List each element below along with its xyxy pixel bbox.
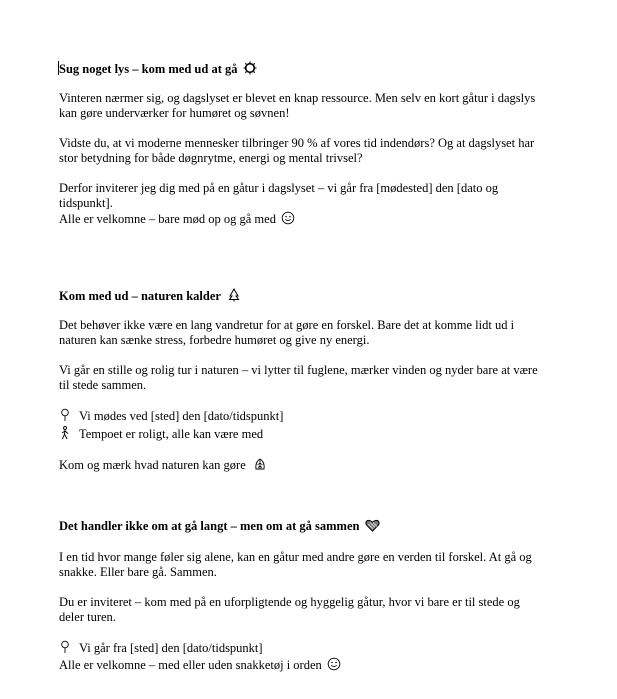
section-3-closing-text: Alle er velkomne – med eller uden snakketøj i orden bbox=[59, 658, 322, 672]
section-1-paragraph-1: Vinteren nærmer sig, og dagslyset er blevet en knap ressource. Men selv en kort gåtur i dagslys kan gøre underværker for humøret og søvnen! bbox=[59, 91, 536, 120]
section-3-heading-text: Det handler ikke om at gå langt – men om at gå sammen bbox=[59, 519, 360, 533]
section-2-bullet-2 bbox=[59, 426, 559, 444]
section-2-paragraph-1: Det behøver ikke være en lang vandretur for at gøre en forskel. Bare det at komme lidt ud i naturen kan sænke stress, forbedre humøret og give ny energi. bbox=[59, 318, 515, 347]
section-3-closing bbox=[59, 657, 559, 675]
section-2-closing bbox=[59, 457, 559, 475]
section-2-bullet-1 bbox=[59, 408, 559, 426]
section-1-heading-text: Sug noget lys – kom med ud at gå bbox=[59, 62, 238, 76]
section-1-paragraph-3: Derfor inviterer jeg dig med på en gåtur i dagslyset – vi går fra [mødested] den [dato og tidspunkt]. bbox=[59, 181, 499, 210]
smiley-icon bbox=[327, 657, 341, 675]
location-pin-icon bbox=[59, 408, 73, 426]
heart-icon bbox=[365, 519, 380, 536]
section-2-heading bbox=[59, 288, 559, 306]
location-pin-icon bbox=[59, 640, 73, 658]
section-3-bullet-1 bbox=[59, 640, 559, 658]
section-1-closing-text: Alle er velkomne – bare mød op og gå med bbox=[59, 212, 276, 226]
tree-icon bbox=[228, 288, 240, 306]
walking-person-icon bbox=[59, 426, 73, 444]
section-2-bullet-1-text: Vi mødes ved [sted] den [dato/tidspunkt] bbox=[79, 409, 284, 423]
section-1-heading bbox=[59, 61, 559, 79]
leaf-icon bbox=[253, 457, 267, 475]
section-2-heading-text: Kom med ud – naturen kalder bbox=[59, 289, 221, 303]
section-3-bullet-1-text: Vi går fra [sted] den [dato/tidspunkt] bbox=[79, 641, 263, 655]
section-2-closing-text: Kom og mærk hvad naturen kan gøre bbox=[59, 458, 246, 472]
section-3-paragraph-2: Du er inviteret – kom med på en uforpligtende og hyggelig gåtur, hvor vi bare er til stede og deler turen. bbox=[59, 595, 520, 624]
section-1-closing bbox=[59, 211, 559, 229]
sun-icon bbox=[243, 61, 257, 79]
section-3-heading bbox=[59, 519, 559, 536]
section-3-paragraph-1: I en tid hvor mange føler sig alene, kan en gåtur med andre gøre en verden til forskel. At gå og snakke. Eller bare gå. Sammen. bbox=[59, 550, 532, 579]
section-2-bullet-2-text: Tempoet er roligt, alle kan være med bbox=[79, 427, 264, 441]
section-2-paragraph-2: Vi går en stille og rolig tur i naturen – vi lytter til fuglene, mærker vinden og nyder bare at være til stede sammen. bbox=[59, 363, 538, 392]
smiley-icon bbox=[281, 211, 295, 229]
section-1-paragraph-2: Vidste du, at vi moderne mennesker tilbringer 90 % af vores tid indendørs? Og at dagslyset har stor betydning for både døgnrytme, energi og mental trivsel? bbox=[59, 136, 535, 165]
